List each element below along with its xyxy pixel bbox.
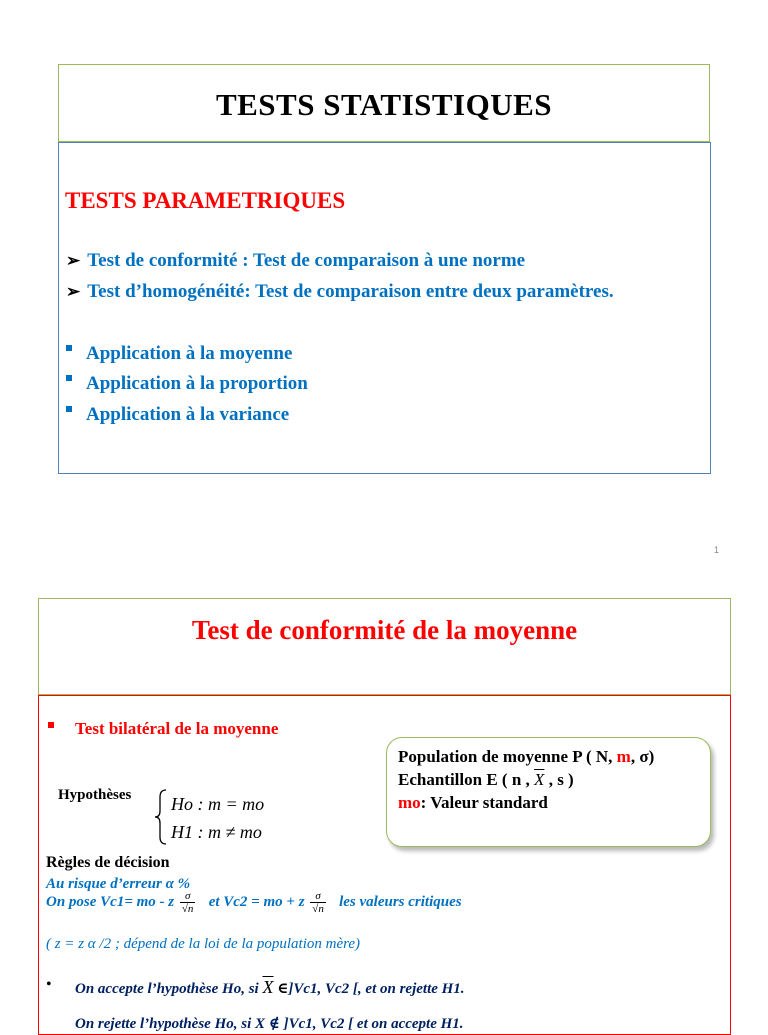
info-line-standard bbox=[398, 793, 548, 813]
square-list-item bbox=[66, 404, 289, 426]
arrow-list-item bbox=[66, 281, 614, 303]
square-bullet-icon bbox=[66, 345, 72, 351]
slide1-title: TESTS STATISTIQUES bbox=[215, 87, 553, 122]
info-text: : Valeur standard bbox=[420, 793, 548, 812]
square-item-text: Application à la proportion bbox=[86, 373, 308, 394]
info-mo: mo bbox=[398, 793, 421, 812]
square-list-item bbox=[66, 373, 308, 395]
info-text: Echantillon E ( n , bbox=[398, 770, 535, 789]
info-xbar: $\overline{X}$ bbox=[534, 770, 545, 789]
slide1-title-box bbox=[58, 64, 710, 142]
info-m: m bbox=[616, 747, 631, 766]
vc-text: les valeurs critiques bbox=[339, 893, 462, 910]
accept-text: On accepte l’hypothèse Ho, si bbox=[75, 981, 259, 997]
frac-num: σ bbox=[180, 890, 196, 903]
info-text: , σ) bbox=[630, 747, 655, 766]
square-bullet-icon bbox=[66, 375, 72, 381]
arrow-list-item bbox=[66, 250, 525, 272]
red-square-bullet-icon bbox=[48, 722, 54, 728]
hypothesis-h1: H1 : m ≠ mo bbox=[171, 822, 262, 842]
hypotheses-label: Hypothèses bbox=[58, 787, 132, 803]
critical-values-line bbox=[46, 890, 462, 915]
page-number: 1 bbox=[714, 545, 720, 555]
slide2-subheading: Test bilatéral de la moyenne bbox=[75, 719, 279, 738]
square-item-text: Application à la variance bbox=[86, 404, 290, 425]
square-item-text: Application à la moyenne bbox=[86, 343, 293, 364]
slide1-heading: TESTS PARAMETRIQUES bbox=[65, 188, 346, 213]
info-line-population bbox=[398, 747, 654, 767]
vc-text: et Vc2 = mo + z bbox=[208, 893, 305, 910]
accept-rule bbox=[75, 977, 465, 998]
hypothesis-h0: Ho : m = mo bbox=[171, 794, 265, 814]
arrow-item-text: Test d’homogénéité: Test de comparaison entre deux paramètres. bbox=[87, 281, 614, 302]
accept-xbar: $\overline{X}$ bbox=[262, 977, 274, 997]
slide2-title: Test de conformité de la moyenne bbox=[191, 615, 578, 645]
decision-rules-heading: Règles de décision bbox=[46, 854, 170, 871]
info-line-sample bbox=[398, 770, 574, 790]
arrow-bullet-icon: ➢ bbox=[66, 251, 81, 270]
element-of-symbol: ∈ bbox=[277, 981, 289, 997]
z-note: ( z = z α /2 ; dépend de la loi de la population mère) bbox=[46, 936, 361, 952]
info-text: , s ) bbox=[544, 770, 574, 789]
sigma-over-sqrt-n bbox=[180, 890, 196, 915]
reject-rule: On rejette l’hypothèse Ho, si X ∉ ]Vc1, Vc2 [ et on accepte H1. bbox=[75, 1016, 464, 1032]
frac-den: √n bbox=[312, 903, 324, 915]
frac-den: √n bbox=[181, 903, 194, 915]
risk-line: Au risque d’erreur α % bbox=[46, 876, 191, 892]
sigma-over-sqrt-n bbox=[310, 890, 326, 915]
curly-brace-icon bbox=[154, 789, 168, 845]
vc-text: On pose Vc1= mo - z bbox=[46, 893, 175, 910]
frac-num: σ bbox=[310, 890, 326, 903]
square-bullet-icon bbox=[66, 406, 72, 412]
arrow-item-text: Test de conformité : Test de comparaison à une norme bbox=[87, 250, 526, 271]
round-bullet-icon: • bbox=[46, 976, 52, 993]
info-text: Population de moyenne P ( N, bbox=[398, 747, 617, 766]
square-list-item bbox=[66, 343, 292, 365]
arrow-bullet-icon: ➢ bbox=[66, 282, 81, 301]
slide2-title-box bbox=[38, 598, 731, 695]
accept-text: ]Vc1, Vc2 [, et on rejette H1. bbox=[288, 981, 465, 997]
